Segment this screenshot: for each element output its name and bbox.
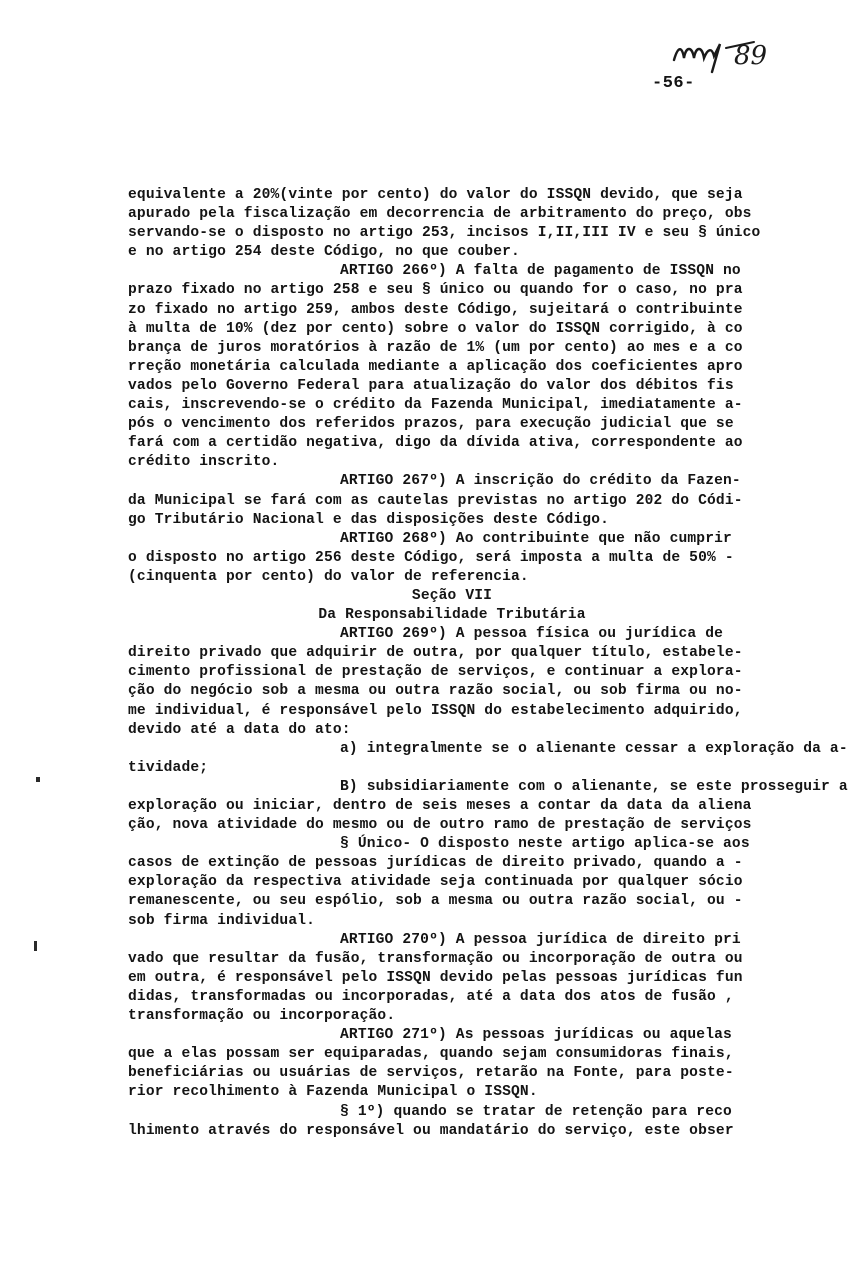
text-line: exploração ou iniciar, dentro de seis meses a contar da data da aliena [128, 798, 752, 814]
section-heading: Da Responsabilidade Tributária [318, 607, 586, 624]
text-line: devido até a data do ato: [128, 721, 351, 738]
text-line: à multa de 10% (dez por cento) sobre o valor do ISSQN corrigido, à co [128, 320, 743, 337]
article-line: ARTIGO 271º) As pessoas jurídicas ou aquelas [340, 1027, 732, 1044]
article-line: ARTIGO 267º) A inscrição do crédito da Fazen- [340, 473, 741, 490]
text-line: (cinquenta por cento) do valor de referencia. [128, 568, 529, 585]
text-line: servando-se o disposto no artigo 253, incisos I,II,III IV e seu § único [128, 225, 761, 242]
article-line: ARTIGO 269º) A pessoa física ou jurídica de [340, 626, 724, 643]
page-number: -56- [652, 74, 695, 93]
text-line: beneficiárias ou usuárias de serviços, retarão na Fonte, para poste- [128, 1065, 734, 1082]
text-line: rior recolhimento à Fazenda Municipal o ISSQN. [128, 1084, 538, 1101]
article-line: a) integralmente se o alienante cessar a exploração da a- [340, 740, 848, 757]
text-line: fará com a certidão negativa, digo da dívida ativa, correspondente ao [128, 435, 743, 452]
text-line: casos de extinção de pessoas jurídicas de direito privado, quando a - [128, 855, 743, 872]
text-line: transformação ou incorporação. [128, 1008, 396, 1025]
text-line: que a elas possam ser equiparadas, quando sejam consumidoras finais, [128, 1046, 734, 1063]
text-line: rreção monetária calculada mediante a aplicação dos coeficientes apro [128, 358, 743, 375]
text-line: remanescente, ou seu espólio, sob a mesma ou outra razão social, ou - [128, 893, 743, 910]
text-line: equivalente a 20%(vinte por cento) do valor do ISSQN devido, que seja [128, 187, 743, 203]
text-line: o disposto no artigo 256 deste Código, será imposta a multa de 50% - [128, 549, 734, 566]
svg-text:89: 89 [734, 41, 768, 71]
text-line: cimento profissional de prestação de serviços, e continuar a explora- [128, 664, 743, 681]
text-line: direito privado que adquirir de outra, por qualquer título, estabele- [128, 645, 743, 662]
text-line: prazo fixado no artigo 258 e seu § único ou quando for o caso, no pra [128, 282, 743, 299]
article-line: B) subsidiariamente com o alienante, se este prosseguir a [340, 778, 848, 795]
text-line: ção do negócio sob a mesma ou outra razão social, ou sob firma ou no- [128, 683, 743, 700]
text-line: exploração da respectiva atividade seja continuada por qualquer sócio [128, 874, 743, 891]
handwritten-folio-annotation [668, 34, 792, 78]
text-line: brança de juros moratórios à razão de 1% (um por cento) ao mes e a co [128, 339, 743, 356]
article-line: § 1º) quando se tratar de retenção para reco [340, 1103, 732, 1120]
article-line: ARTIGO 270º) A pessoa jurídica de direito pri [340, 931, 741, 948]
text-line: em outra, é responsável pelo ISSQN devido pelas pessoas jurídicas fun [128, 969, 743, 986]
text-line: pós o vencimento dos referidos prazos, para execução judicial que se [128, 416, 734, 433]
text-line: da Municipal se fará com as cautelas previstas no artigo 202 do Códi- [128, 492, 743, 509]
text-line: tividade; [128, 759, 209, 776]
section-heading: Seção VII [411, 587, 493, 604]
margin-speck [36, 777, 40, 782]
text-line: apurado pela fiscalização em decorrencia de arbitramento do preço, obs [128, 206, 752, 223]
text-line: ção, nova atividade do mesmo ou de outro ramo de prestação de serviços [128, 817, 752, 834]
text-line: go Tributário Nacional e das disposições deste Código. [128, 511, 610, 528]
text-line: lhimento através do responsável ou mandatário do serviço, este obser [128, 1122, 734, 1139]
text-line: e no artigo 254 deste Código, no que couber. [128, 244, 520, 261]
text-line: didas, transformadas ou incorporadas, até a data dos atos de fusão , [128, 988, 734, 1005]
text-line: me individual, é responsável pelo ISSQN do estabelecimento adquirido, [128, 702, 743, 719]
article-line: § Único- O disposto neste artigo aplica-se aos [340, 836, 750, 853]
handwritten-signature-mark [668, 34, 792, 78]
text-line: zo fixado no artigo 259, ambos deste Código, sujeitará o contribuinte [128, 301, 743, 318]
document-body [128, 186, 848, 1141]
article-line: ARTIGO 268º) Ao contribuinte que não cumprir [340, 530, 732, 547]
text-line: vado que resultar da fusão, transformação ou incorporação de outra ou [128, 950, 743, 967]
text-line: cais, inscrevendo-se o crédito da Fazenda Municipal, imediatamente a- [128, 397, 743, 414]
article-line: ARTIGO 266º) A falta de pagamento de ISSQN no [340, 263, 741, 280]
margin-speck [34, 941, 37, 951]
text-line: sob firma individual. [128, 912, 316, 929]
text-line: vados pelo Governo Federal para atualização do valor dos débitos fis [128, 377, 734, 394]
text-line: crédito inscrito. [128, 454, 280, 471]
